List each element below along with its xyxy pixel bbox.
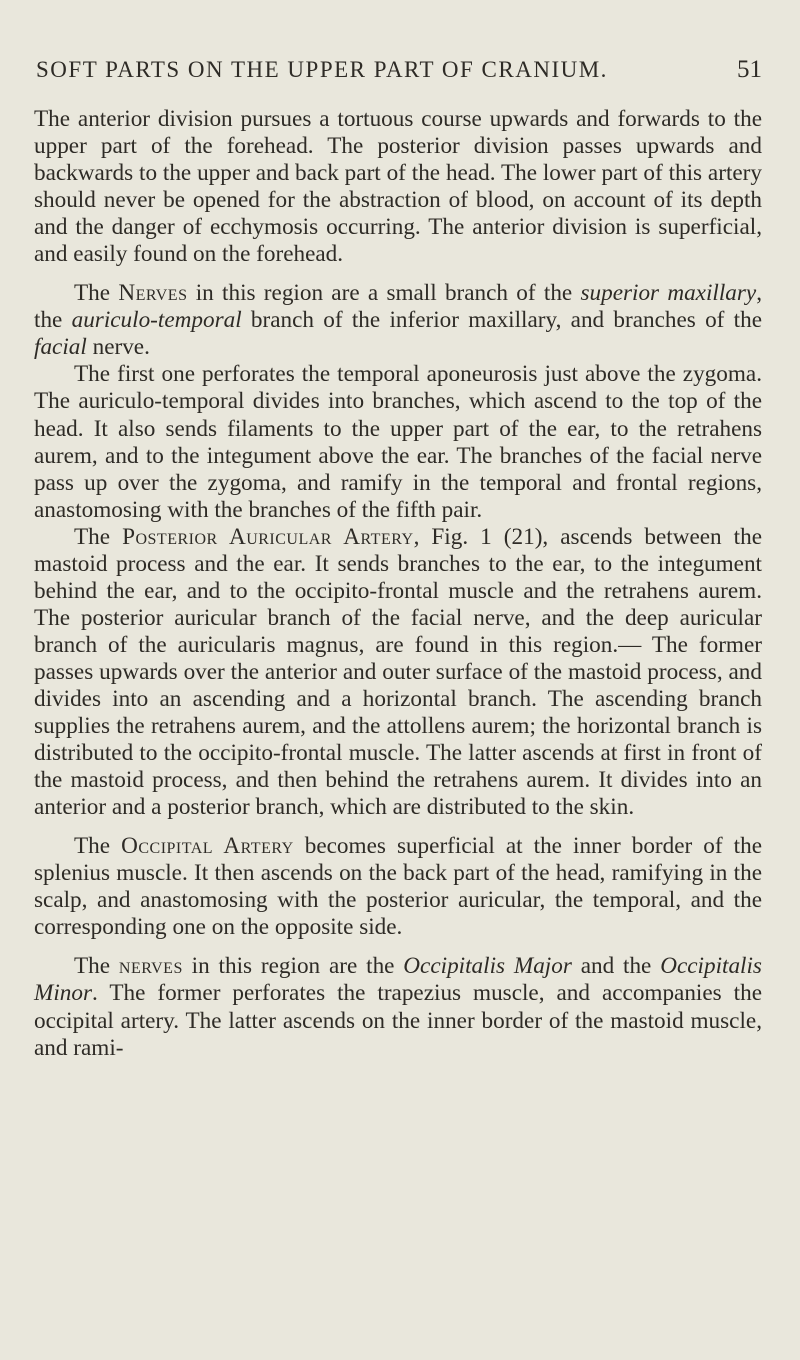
paragraph-1: The anterior division pursues a tortuous course upwards and forwards to the upper part of the forehead. The posterior division passes upwards and backwards to the upper and back part of the head. The lower part of this artery should never be opened for the abstraction of blood, on account of its depth and the danger of ecchymosis occurring. The anterior division is superficial, and easily found on the forehead. [34, 106, 762, 268]
paragraph-3: The first one perforates the temporal aponeurosis just above the zygoma. The auriculo-temporal divides into branches, which ascend to the top of the head. It also sends filaments to the upper part of the ear, to the retrahens aurem, and to the integument above the ear. The branches of the facial nerve pass up over the zygoma, and ramify in the temporal and frontal regions, anastomosing with the branches of the fifth pair. [34, 361, 762, 523]
page-number: 51 [737, 56, 762, 83]
small-caps-term: Occipital Artery [121, 833, 294, 860]
paragraph-2 [34, 280, 762, 361]
text-run: The [74, 280, 119, 307]
small-caps-term: nerves [118, 953, 183, 980]
paragraph-4 [34, 524, 762, 822]
text-run: becomes superficial at the inner border of the splenius muscle. It then ascends on the back part of the head, ramifying in the scalp, and anastomosing with the posterior auricular, the temporal, and the corresponding one on the opposite side. [34, 833, 762, 941]
paragraph-6 [34, 953, 762, 1061]
italic-term: auriculo-temporal [71, 307, 242, 334]
text-run: , Fig. 1 (21), ascends between the mastoid process and the ear. It sends branches to the ear, to the integument behind the ear, and to the occipito-frontal muscle and the retrahens aurem. The posterior auricular branch of the facial nerve, and the deep auricular branch of the auricularis magnus, are found in this region.— The former passes upwards over the anterior and outer surface of the mastoid process, and divides into an ascending and a horizontal branch. The ascending branch supplies the retrahens aurem, and the attollens aurem; the horizontal branch is distributed to the occipito-frontal muscle. The latter ascends at first in front of the mastoid process, and then behind the retrahens aurem. It divides into an anterior and a posterior branch, which are distributed to the skin. [34, 523, 762, 821]
small-caps-term: Nerves [118, 280, 188, 307]
text-run: . The former perforates the trapezius muscle, and accompanies the occipital artery. The latter ascends on the inner border of the mastoid muscle, and rami- [34, 980, 762, 1061]
text-run: branch of the inferior maxillary, and branches of the [241, 307, 763, 334]
small-caps-term: Posterior Auricular Artery [122, 523, 414, 550]
italic-term: Occipitalis Major [403, 953, 572, 980]
italic-term: superior maxillary [580, 280, 757, 307]
text-run: The [74, 523, 123, 550]
text-run: , the [34, 280, 763, 334]
text-run: in this region are a small branch of the [187, 280, 581, 307]
italic-term: Occipitalis Minor [34, 953, 762, 1007]
italic-term: facial [34, 334, 87, 361]
text-run: and the [571, 953, 661, 980]
body-text [34, 106, 762, 1062]
text-run: The [74, 953, 119, 980]
running-title: SOFT PARTS ON THE UPPER PART OF CRANIUM. [36, 57, 608, 82]
text-run: in this region are the [182, 953, 404, 980]
paragraph-5 [34, 833, 762, 941]
text-run: nerve. [86, 334, 150, 361]
text-run: The [74, 833, 122, 860]
running-header [34, 56, 762, 84]
